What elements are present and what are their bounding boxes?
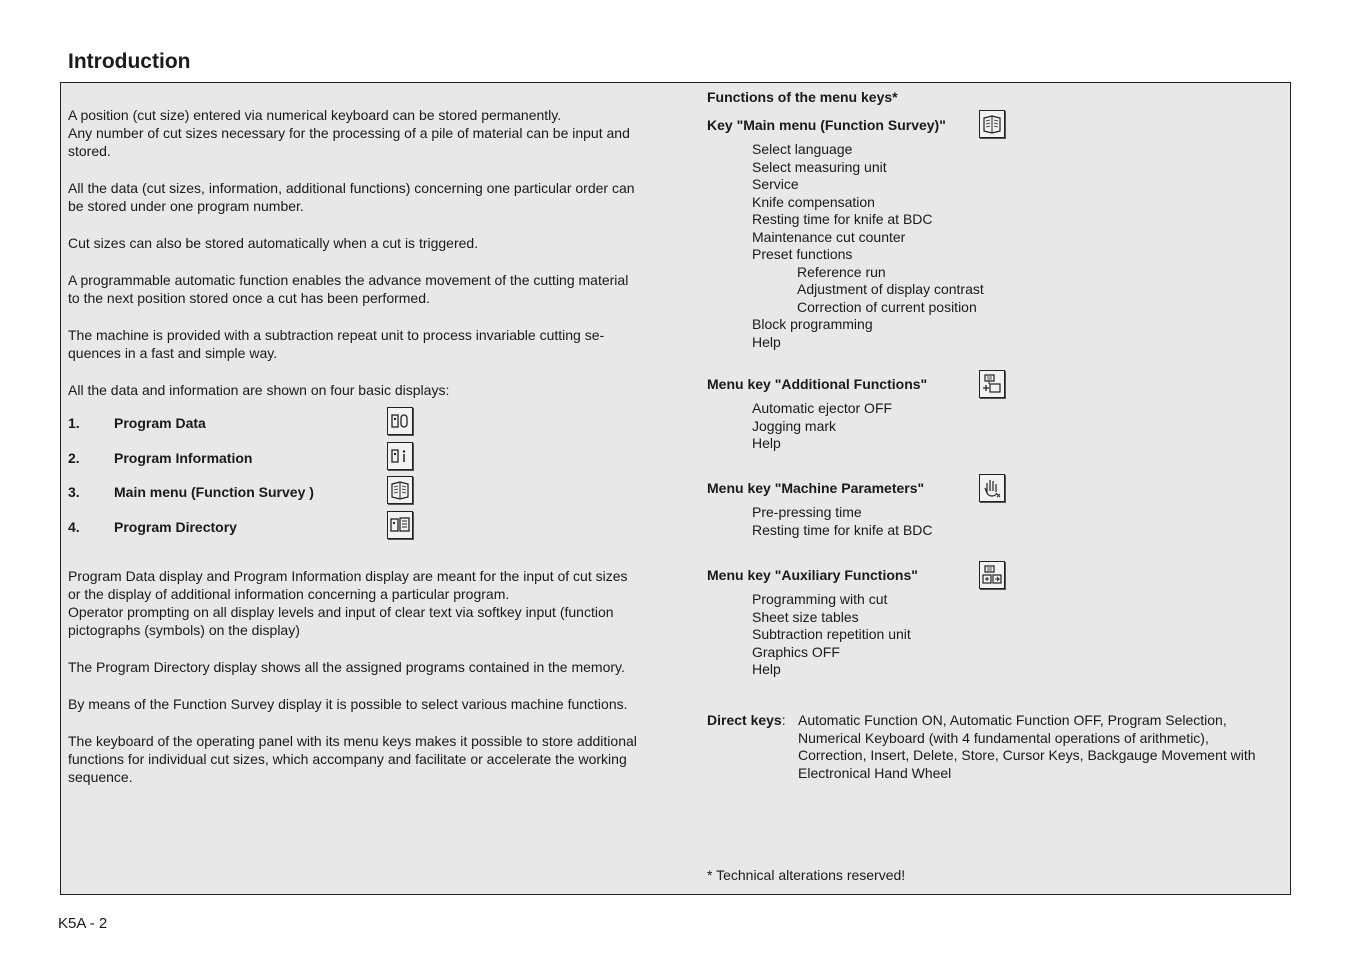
program-information-icon — [387, 442, 413, 470]
content-panel — [60, 82, 1291, 895]
list-item: Preset functions — [752, 246, 853, 262]
paragraph-program-directory: The Program Directory display shows all the assigned programs contained in the memory. — [68, 659, 625, 675]
introduction-column — [68, 106, 643, 805]
main-menu-items — [752, 141, 984, 351]
list-item: Knife compensation — [752, 193, 875, 210]
additional-functions-items — [752, 400, 892, 453]
list-item: Subtraction repetition unit — [752, 626, 911, 642]
auxiliary-functions-items — [752, 591, 911, 679]
display-label: Main menu (Function Survey ) — [114, 484, 314, 500]
list-item: Resting time for knife at BDC — [752, 521, 933, 538]
machine-parameters-icon — [979, 474, 1005, 502]
machine-parameters-key-title: Menu key "Machine Parameters" — [707, 480, 925, 496]
technical-note: * Technical alterations reserved! — [707, 867, 906, 883]
list-item: Pre-pressing time — [752, 504, 862, 520]
display-number: 3. — [68, 484, 80, 500]
display-number: 1. — [68, 415, 80, 431]
list-item: Select measuring unit — [752, 158, 887, 175]
display-item-program-information — [68, 440, 643, 475]
paragraph-subtraction-unit: The machine is provided with a subtraction repeat unit to process invariable cutting se-quences in a fast and simple way. — [68, 327, 605, 361]
paragraph-display-usage: Program Data display and Program Information display are meant for the input of cut sizes or the display of additional information concerning a particular program. Operator prompting on all display levels and input of clear text via softkey input (function pictographs (symbols) on the display) — [68, 568, 628, 638]
auxiliary-functions-key-title: Menu key "Auxiliary Functions" — [707, 567, 918, 583]
menu-keys-column — [707, 83, 1277, 894]
paragraph-program-number: All the data (cut sizes, information, additional functions) concerning one particular order can be stored under one program number. — [68, 180, 635, 214]
list-sub-item: Adjustment of display contrast — [797, 281, 984, 297]
display-item-main-menu — [68, 474, 643, 509]
list-item: Help — [752, 661, 781, 677]
display-label: Program Directory — [114, 518, 237, 535]
display-label: Program Information — [114, 449, 253, 466]
main-menu-key-title: Key "Main menu (Function Survey)" — [707, 117, 946, 133]
page-footer: K5A - 2 — [58, 915, 108, 932]
paragraph-auto-store: Cut sizes can also be stored automatically when a cut is triggered. — [68, 235, 479, 251]
program-directory-icon — [387, 511, 413, 539]
list-item: Graphics OFF — [752, 643, 840, 660]
additional-functions-icon — [979, 370, 1005, 398]
display-item-program-data — [68, 405, 643, 440]
list-item: Programming with cut — [752, 591, 888, 607]
direct-keys-label — [707, 712, 786, 730]
list-item: Service — [752, 176, 799, 192]
list-item: Block programming — [752, 316, 873, 332]
additional-functions-key-title: Menu key "Additional Functions" — [707, 376, 928, 392]
paragraph-displays-intro: All the data and information are shown on four basic displays: — [68, 382, 450, 398]
auxiliary-functions-icon — [979, 561, 1005, 589]
program-data-icon — [387, 407, 413, 435]
list-item: Select language — [752, 141, 853, 157]
paragraph-cut-size-storage: A position (cut size) entered via numerical keyboard can be stored permanently. Any number of cut sizes necessary for the processing of a pile of material can be input and stored. — [68, 107, 630, 159]
list-item: Automatic ejector OFF — [752, 400, 893, 416]
menu-keys-heading: Functions of the menu keys* — [707, 89, 898, 105]
list-item: Help — [752, 333, 781, 350]
machine-parameters-items — [752, 504, 933, 539]
direct-keys-label-text: Direct keys — [707, 712, 782, 728]
direct-keys-text: Automatic Function ON, Automatic Function OFF, Program Selection, Numerical Keyboard (with 4 fundamental operations of arithmetic), Correction, Insert, Delete, Store, Cursor Keys, Backgauge Movement with Electronical Hand Wheel — [798, 712, 1256, 781]
direct-keys-colon: : — [781, 712, 786, 728]
paragraph-auto-function: A programmable automatic function enables the advance movement of the cutting material to the next position stored once a cut has been performed. — [68, 272, 629, 306]
display-list — [68, 405, 643, 543]
display-number: 4. — [68, 518, 80, 535]
list-item: Resting time for knife at BDC — [752, 211, 933, 227]
paragraph-keyboard: The keyboard of the operating panel with its menu keys makes it possible to store additional functions for individual cut sizes, which accompany and facilitate or accelerate the working sequence. — [68, 733, 637, 785]
list-sub-item: Correction of current position — [797, 298, 977, 315]
paragraph-function-survey: By means of the Function Survey display it is possible to select various machine functions. — [68, 696, 628, 712]
list-item: Maintenance cut counter — [752, 228, 906, 245]
function-survey-icon — [387, 476, 413, 504]
display-number: 2. — [68, 449, 80, 466]
display-item-program-directory — [68, 509, 643, 544]
display-label: Program Data — [114, 415, 206, 431]
list-item: Sheet size tables — [752, 608, 859, 625]
list-item: Jogging mark — [752, 417, 837, 434]
page-title: Introduction — [68, 50, 191, 73]
function-survey-icon — [979, 110, 1005, 138]
list-item: Help — [752, 435, 781, 451]
list-sub-item: Reference run — [797, 263, 886, 280]
